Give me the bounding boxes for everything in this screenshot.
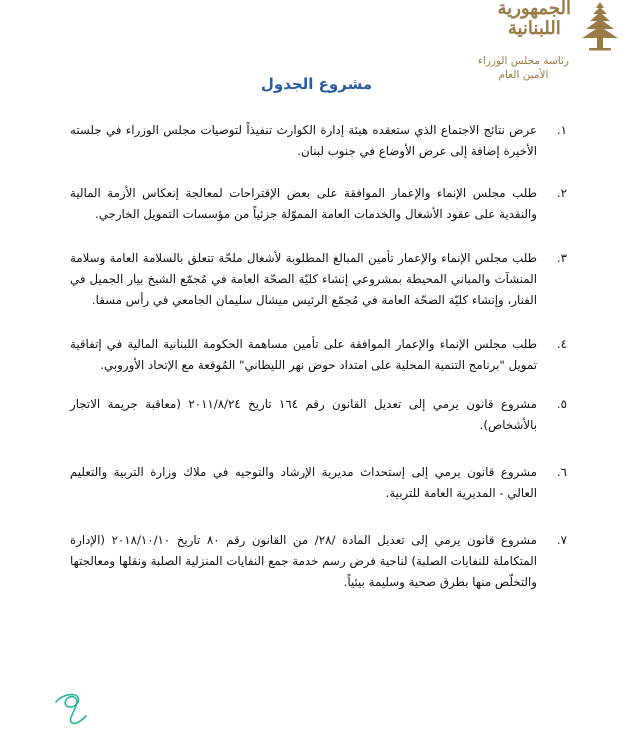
agenda-item [70,120,567,162]
agenda-item-text: طلب مجلس الإنماء والإعمار الموافقة على تأمين مساهمة الحكومة اللبنانية المالية في إتفاقية تمويل "برنامج التنمية المحلية على امتداد حوض نهر الليطاني" المُوقعة مع الإتحاد الأوروبي. [70,337,537,372]
agenda-item [70,462,567,504]
agenda-item [70,183,567,225]
republic-title-line2: اللبنانية [507,18,561,39]
agenda-item-number: ٢. [556,186,567,200]
cedar-tree-icon [577,0,623,52]
agenda-item-number: ٦. [556,465,567,479]
signature [52,690,94,726]
agenda-item-text: مشروع قانون يرمي إلى إستحداث مديرية الإرشاد والتوجيه في ملاك وزارة التربية والتعليم العالي - المديرية العامة للتربية. [70,465,537,500]
agenda-item-text: طلب مجلس الإنماء والإعمار تأمين المبالغ المطلوبة لأشغال ملحّة تتعلق بالسلامة العامة وسلامة المنشآت والمباني المحيطة بمشروعي إنشاء كليّة الصحّة العامة في مُجمّع الشيخ بيار الجميل في الفنار، وإنشاء كليّة الصحّة العامة في مُجمّع الرئيس ميشال سليمان الجامعي في رأس مسقا. [70,251,537,307]
agenda-item-text: عرض نتائج الاجتماع الذي ستعقده هيئة إدارة الكوارث تنفيذاً لتوصيات مجلس الوزراء في جلسته الأخيرة إضافة إلى عرض الأوضاع في جنوب لبنان. [70,123,537,158]
agenda-item-text: مشروع قانون يرمي إلى تعديل المادة /٢٨/ من القانون رقم ٨٠ تاريخ ٢٠١٨/١٠/١٠ (الإدارة المتكاملة للنفايات الصلبة) لناحية فرض رسم خدمة جمع النفايات المنزلية الصلبة ونقلها ومعالجتها والتخلّص منها بطرق صحية وسليمة بيئياً. [70,533,537,589]
office-line1: رئاسة مجلس الوزراء [477,55,569,67]
office-line2: الأمين العام [498,69,549,82]
agenda-item [70,248,567,311]
agenda-item [70,334,567,376]
republic-title-line1: الجمهورية [497,0,571,19]
agenda-item-number: ٥. [556,397,567,411]
agenda-item-number: ٤. [556,337,567,351]
agenda-item-text: طلب مجلس الإنماء والإعمار الموافقة على بعض الإقتراحات لمعالجة إنعكاس الأزمة المالية والنقدية على عقود الأشغال والخدمات العامة المموّلة جزئياً من مؤسسات التمويل الخارجي. [70,186,537,221]
agenda-item-number: ٣. [556,251,567,265]
agenda-item [70,530,567,593]
agenda-item-text: مشروع قانون يرمي إلى تعديل القانون رقم ١٦٤ تاريخ ٢٠١١/٨/٢٤ (معاقبة جريمة الاتجار بالأشخاص). [70,397,538,432]
republic-title [498,0,571,38]
agenda-item [70,394,567,436]
agenda-item-number: ١. [556,123,567,137]
agenda-item-number: ٧. [556,533,567,547]
agenda-list [70,120,567,593]
page-title: مشروع الجدول [260,75,373,93]
